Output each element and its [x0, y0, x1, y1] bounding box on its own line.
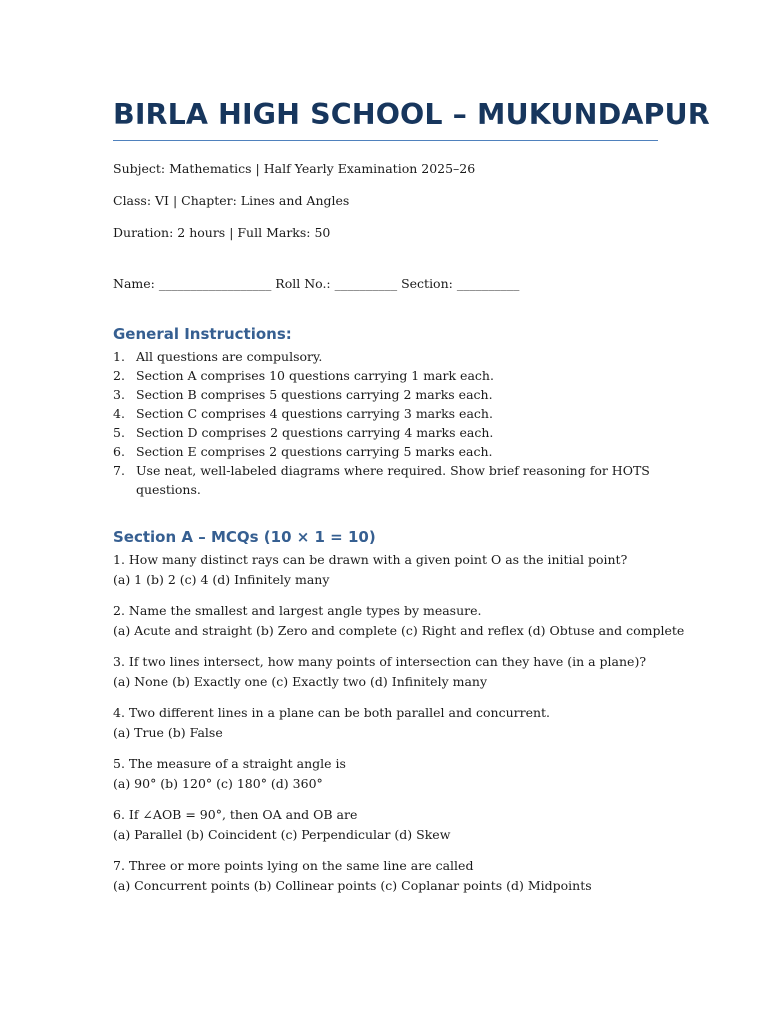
question-options: (a) None (b) Exactly one (c) Exactly two (d) Infinitely many	[113, 673, 488, 689]
question-item	[113, 805, 658, 844]
instruction-number: 5.	[113, 425, 125, 440]
instruction-item	[113, 442, 658, 461]
instruction-item	[113, 347, 658, 366]
instruction-item	[113, 404, 658, 423]
instruction-item	[113, 461, 658, 499]
instruction-item	[113, 366, 658, 385]
question-stem: 4. Two different lines in a plane can be both parallel and concurrent.	[113, 705, 551, 720]
question-item	[113, 754, 658, 793]
instruction-text: Section A comprises 10 questions carrying 1 mark each.	[136, 368, 494, 383]
exam-paper	[113, 96, 710, 907]
question-options: (a) Parallel (b) Coincident (c) Perpendicular (d) Skew	[113, 826, 451, 842]
question-stem: 3. If two lines intersect, how many points of intersection can they have (in a plane)?	[113, 654, 647, 669]
question-options: (a) Concurrent points (b) Collinear points (c) Coplanar points (d) Midpoints	[113, 877, 592, 893]
question-options: (a) 1 (b) 2 (c) 4 (d) Infinitely many	[113, 571, 330, 587]
question-options: (a) True (b) False	[113, 724, 223, 740]
instruction-item	[113, 385, 658, 404]
instruction-item	[113, 423, 658, 442]
question-stem: 6. If ∠AOB = 90°, then OA and OB are	[113, 807, 358, 822]
instruction-text: Section C comprises 4 questions carrying 3 marks each.	[136, 406, 493, 421]
question-options: (a) Acute and straight (b) Zero and complete (c) Right and reflex (d) Obtuse and complete	[113, 622, 685, 638]
instruction-number: 7.	[113, 463, 125, 478]
question-item	[113, 652, 658, 691]
question-list	[113, 550, 685, 895]
question-item	[113, 856, 658, 895]
instruction-text: Section E comprises 2 questions carrying 5 marks each.	[136, 444, 493, 459]
instructions-list	[113, 347, 658, 499]
instruction-text: Section D comprises 2 questions carrying 4 marks each.	[136, 425, 494, 440]
instructions-heading: General Instructions:	[113, 325, 292, 343]
instruction-number: 2.	[113, 368, 125, 383]
question-stem: 2. Name the smallest and largest angle types by measure.	[113, 603, 482, 618]
question-item	[113, 703, 658, 742]
instruction-number: 4.	[113, 406, 125, 421]
class-line: Class: VI | Chapter: Lines and Angles	[113, 193, 350, 208]
student-details-line: Name: __________________ Roll No.: __________ Section: __________	[113, 276, 520, 291]
question-options: (a) 90° (b) 120° (c) 180° (d) 360°	[113, 775, 323, 791]
subject-line: Subject: Mathematics | Half Yearly Examination 2025–26	[113, 161, 476, 176]
instruction-number: 6.	[113, 444, 125, 459]
question-item	[113, 550, 658, 589]
instruction-text: Use neat, well-labeled diagrams where required. Show brief reasoning for HOTS questions.	[136, 463, 650, 497]
question-stem: 5. The measure of a straight angle is	[113, 756, 346, 771]
question-stem: 7. Three or more points lying on the same line are called	[113, 858, 474, 873]
instruction-text: Section B comprises 5 questions carrying 2 marks each.	[136, 387, 493, 402]
duration-line: Duration: 2 hours | Full Marks: 50	[113, 225, 331, 240]
question-item	[113, 601, 685, 640]
instruction-number: 1.	[113, 349, 125, 364]
instruction-number: 3.	[113, 387, 125, 402]
instruction-text: All questions are compulsory.	[136, 349, 323, 364]
school-title: BIRLA HIGH SCHOOL – MUKUNDAPUR	[113, 96, 658, 141]
question-stem: 1. How many distinct rays can be drawn with a given point O as the initial point?	[113, 552, 628, 567]
section-a-heading: Section A – MCQs (10 × 1 = 10)	[113, 528, 376, 546]
